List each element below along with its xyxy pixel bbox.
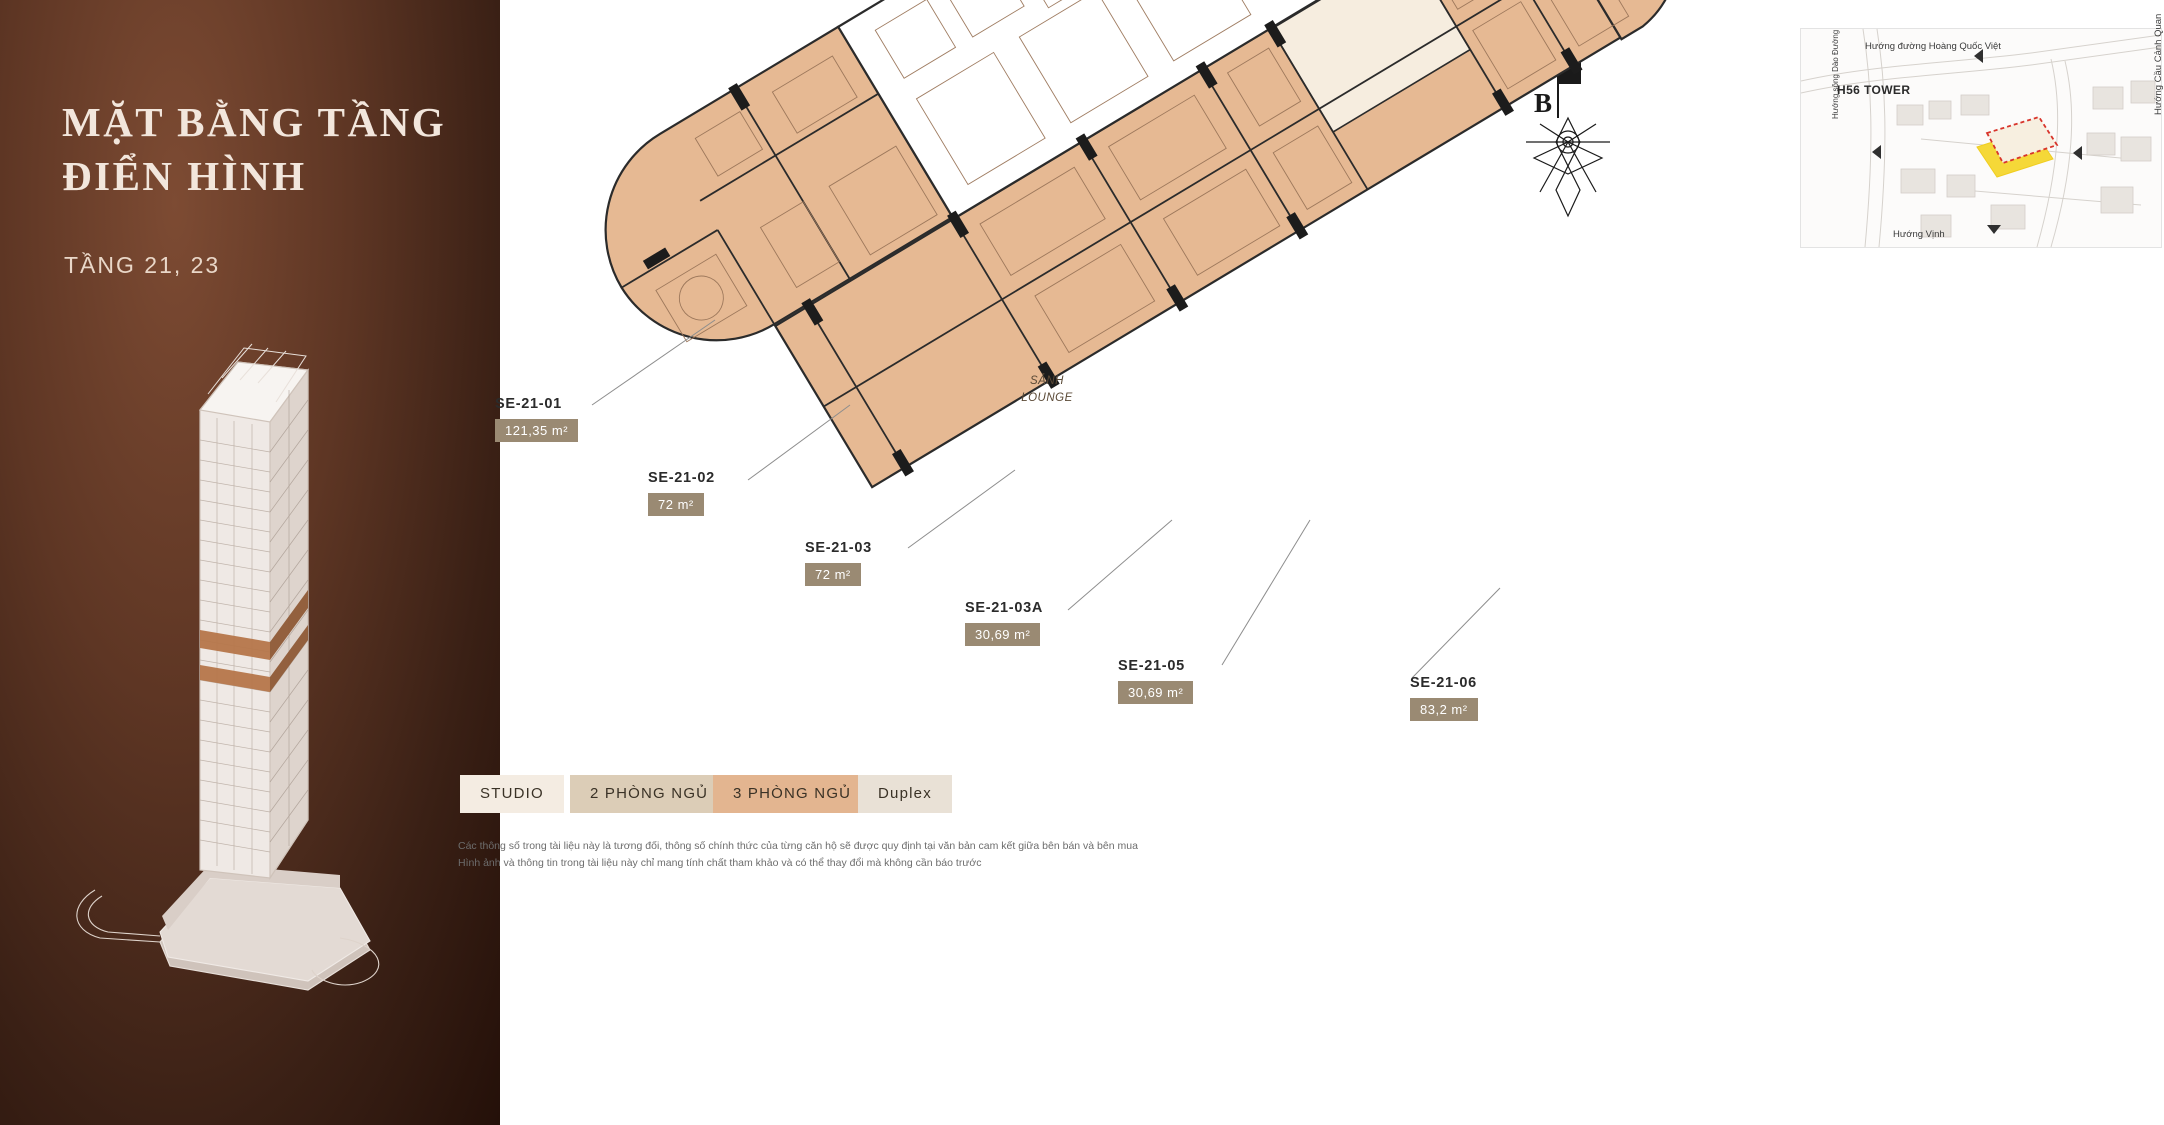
tower-illustration-icon [40, 330, 460, 980]
disclaimer [458, 838, 1178, 872]
unit-callout-se-21-01[interactable] [495, 396, 578, 442]
unit-callout-se-21-06[interactable] [1410, 675, 1478, 721]
unit-area: 121,35 m² [495, 419, 578, 442]
unit-code: SE-21-02 [648, 470, 715, 486]
floorplan-area [458, 0, 2164, 1125]
lounge-label-line1: SẢNH [1030, 375, 1064, 387]
compass-north-letter: B [1534, 88, 1553, 118]
unit-code: SE-21-03 [805, 540, 872, 556]
floorplan-drawing [500, 0, 2000, 1125]
disclaimer-line2: Hình ảnh và thông tin trong tài liệu này chỉ mang tính chất tham khảo và có thể thay đổi mà không cần báo trước [458, 856, 982, 869]
legend-item-3-bedroom[interactable]: 3 PHÒNG NGỦ [713, 775, 871, 813]
legend [460, 775, 1080, 815]
unit-callout-se-21-02[interactable] [648, 470, 715, 516]
unit-callout-se-21-03[interactable] [805, 540, 872, 586]
location-label-hoang-quoc-viet: Hướng đường Hoàng Quốc Việt [1865, 41, 2001, 52]
lounge-label-line2: LOUNGE [1021, 391, 1073, 404]
legend-item-2-bedroom[interactable]: 2 PHÒNG NGỦ [570, 775, 728, 813]
location-label-huong-vinh: Hướng Vịnh [1893, 229, 1945, 240]
unit-area: 30,69 m² [1118, 681, 1193, 704]
page-title-line1: MẶT BẰNG TẦNG [62, 99, 447, 145]
legend-item-duplex[interactable]: Duplex [858, 775, 952, 813]
unit-code: SE-21-05 [1118, 658, 1185, 674]
unit-area: 72 m² [805, 563, 861, 586]
unit-callout-se-21-03a[interactable] [965, 600, 1043, 646]
unit-callout-se-21-05[interactable] [1118, 658, 1193, 704]
left-title-panel [0, 0, 500, 1125]
unit-area: 83,2 m² [1410, 698, 1478, 721]
unit-code: SE-21-01 [495, 396, 562, 412]
floor-subtitle: TẦNG 21, 23 [64, 252, 221, 278]
location-label-cau-canh-quan: Hướng Cầu Cảnh Quan [2153, 13, 2164, 115]
unit-code: SE-21-06 [1410, 675, 1477, 691]
unit-area: 72 m² [648, 493, 704, 516]
legend-item-studio[interactable]: STUDIO [460, 775, 564, 813]
disclaimer-line1: Các thông số trong tài liệu này là tương đối, thông số chính thức của từng căn hộ sẽ được quy định tại văn bản cam kết giữa bên bán và bên mua [458, 840, 1138, 852]
location-map-tower-label: H56 TOWER [1837, 83, 1911, 97]
page-title [62, 95, 482, 203]
location-label-song-dao-duong: Hướng sông Dào Đường [1831, 29, 1840, 119]
lounge-label [1012, 373, 1082, 406]
page-title-line2: ĐIỂN HÌNH [62, 153, 307, 200]
unit-code: SE-21-03A [965, 600, 1044, 616]
unit-area: 30,69 m² [965, 623, 1040, 646]
